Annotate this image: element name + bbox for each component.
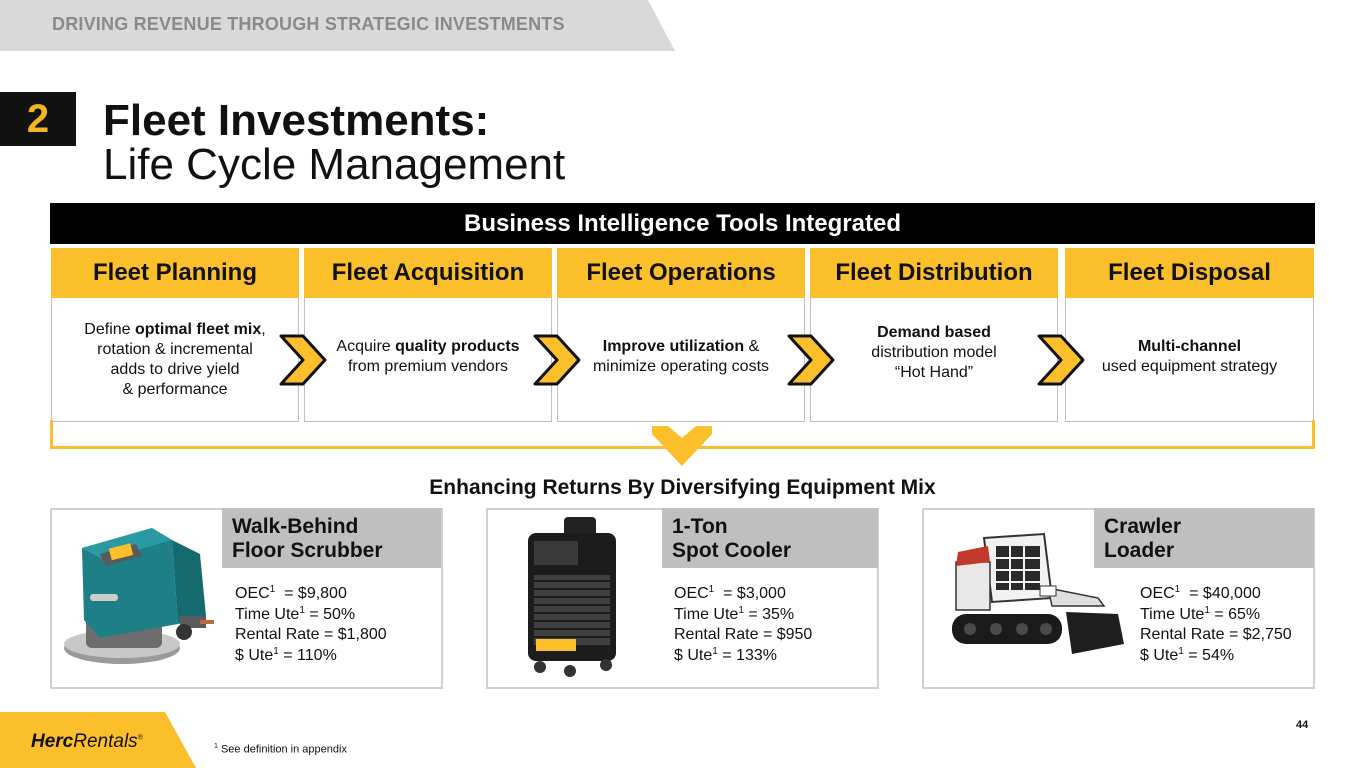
text-bold: optimal fleet mix (135, 320, 262, 338)
footnote-mark: 1 (1174, 584, 1181, 595)
page-number: 44 (1296, 719, 1309, 731)
logo-bold: Herc (31, 731, 74, 752)
footnote-mark: 1 (738, 604, 744, 616)
logo-rest: Rentals (73, 731, 138, 752)
stat-value: = 35% (748, 605, 795, 623)
text: rotation & incremental (97, 340, 253, 358)
equipment-stats-cooler (674, 584, 812, 666)
equipment-mix-title: Enhancing Returns By Diversifying Equipment Mix (429, 476, 936, 499)
stage-header-operations: Fleet Operations (557, 248, 805, 298)
stage-header-distribution: Fleet Distribution (810, 248, 1058, 298)
stage-header-planning: Fleet Planning (51, 248, 299, 298)
footnote-mark: 1 (273, 645, 279, 657)
stat-label: OEC (235, 585, 270, 602)
equipment-stats-scrubber (235, 584, 387, 666)
page-subtitle: Life Cycle Management (103, 140, 566, 189)
chevron-down-icon (652, 426, 712, 466)
stat-value: = 133% (722, 646, 777, 664)
stat-value: = $3,000 (723, 585, 786, 602)
stage-body-distribution (810, 298, 1058, 422)
equipment-name-cooler (662, 508, 878, 568)
equipment-stats-loader (1140, 584, 1292, 666)
floor-scrubber-image (60, 520, 220, 675)
stage-body-disposal (1065, 298, 1314, 422)
stat-value: = 50% (309, 605, 356, 623)
chevron-right-icon (1036, 333, 1086, 387)
stat-label: Time Ute (1140, 605, 1205, 623)
text-bold: Multi-channel (1137, 337, 1242, 355)
equipment-name-line: Floor Scrubber (232, 539, 383, 562)
footnote-mark: 1 (214, 743, 218, 750)
text: Define (84, 320, 135, 338)
text: from premium vendors (347, 357, 509, 375)
stat-rate: Rental Rate = $2,750 (1140, 626, 1292, 643)
footnote-mark: 1 (712, 645, 718, 657)
stat-label: $ Ute (235, 646, 274, 664)
stat-value: = 54% (1188, 646, 1235, 664)
equipment-name-line: Crawler (1104, 515, 1182, 538)
stat-value: = 110% (283, 646, 337, 664)
footnote-mark: 1 (269, 584, 276, 595)
text: & (744, 337, 760, 355)
text: adds to drive yield (110, 360, 240, 378)
section-banner-text: DRIVING REVENUE THROUGH STRATEGIC INVESTMENTS (52, 14, 565, 34)
text: “Hot Hand” (894, 363, 974, 381)
equipment-name-scrubber (222, 508, 441, 568)
stat-label: Time Ute (235, 605, 300, 623)
stat-value: = $9,800 (284, 585, 347, 602)
equipment-name-line: Loader (1104, 539, 1175, 562)
chevron-right-icon (278, 333, 328, 387)
text-bold: Demand based (877, 323, 991, 341)
equipment-name-line: Walk-Behind (232, 515, 359, 538)
stat-label: OEC (1140, 585, 1175, 602)
chevron-right-icon (786, 333, 836, 387)
equipment-name-line: 1-Ton (672, 515, 728, 538)
equipment-name-line: Spot Cooler (672, 539, 791, 562)
footnote-text: See definition in appendix (220, 743, 347, 756)
page-title: Fleet Investments: (103, 96, 490, 145)
text: , (261, 320, 266, 338)
stage-body-operations (557, 298, 805, 422)
stage-header-acquisition: Fleet Acquisition (304, 248, 552, 298)
stat-label: $ Ute (674, 646, 713, 664)
text: Acquire (336, 337, 396, 355)
text: distribution model (871, 343, 997, 361)
stat-value: = 65% (1214, 605, 1261, 623)
text: minimize operating costs (592, 357, 770, 375)
herc-rentals-logo (31, 731, 143, 753)
stat-label: $ Ute (1140, 646, 1179, 664)
stage-body-acquisition (304, 298, 552, 422)
footnote-mark: 1 (299, 604, 305, 616)
section-number: 2 (0, 92, 76, 146)
text: used equipment strategy (1101, 357, 1278, 375)
footnote (214, 743, 347, 756)
stat-label: Time Ute (674, 605, 739, 623)
stage-header-disposal: Fleet Disposal (1065, 248, 1314, 298)
bi-tools-bar: Business Intelligence Tools Integrated (50, 203, 1315, 244)
stat-label: OEC (674, 585, 709, 602)
text-bold: quality products (395, 337, 520, 355)
text: & performance (122, 380, 228, 398)
footnote-mark: 1 (1204, 604, 1210, 616)
chevron-right-icon (532, 333, 582, 387)
footnote-mark: 1 (1178, 645, 1184, 657)
footnote-mark: 1 (708, 584, 715, 595)
equipment-name-loader (1094, 508, 1314, 568)
stat-value: = $40,000 (1189, 585, 1261, 602)
stat-rate: Rental Rate = $1,800 (235, 626, 387, 643)
stat-rate: Rental Rate = $950 (674, 626, 813, 643)
stage-body-planning (51, 298, 299, 422)
spot-cooler-image (520, 515, 620, 680)
logo-reg: ® (137, 734, 143, 742)
text-bold: Improve utilization (602, 337, 745, 355)
